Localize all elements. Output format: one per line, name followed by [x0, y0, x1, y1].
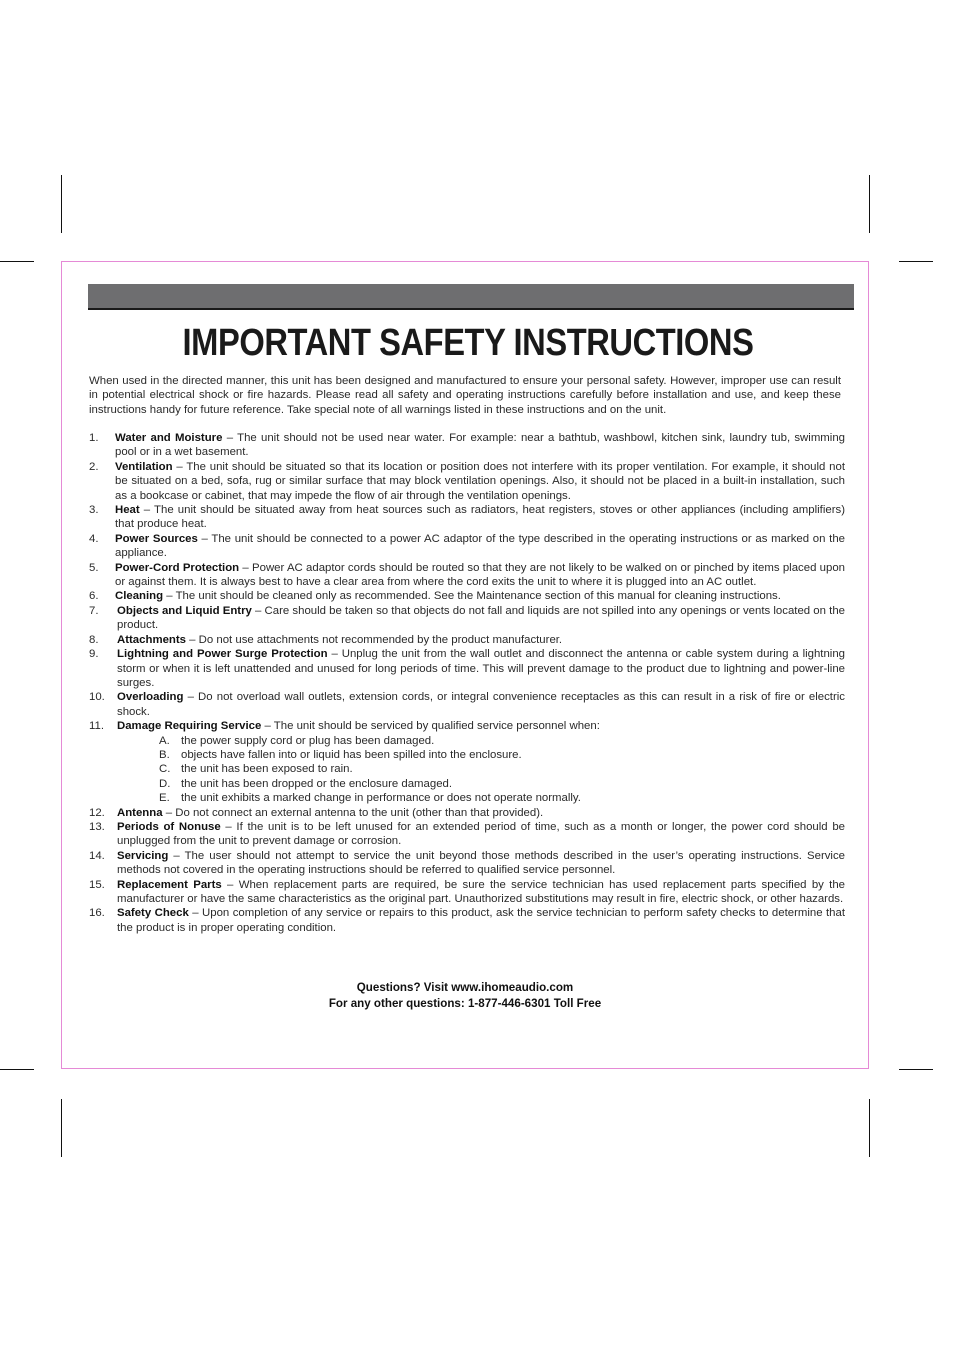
sub-item-text: the unit has been dropped or the enclosure damaged.: [181, 777, 453, 790]
item-number: 5.: [89, 561, 99, 574]
item-term: Damage Requiring Service: [117, 720, 262, 733]
crop-mark: [0, 261, 34, 262]
crop-mark: [0, 1069, 34, 1070]
item-term: Heat: [115, 504, 140, 517]
crop-mark: [61, 1099, 62, 1157]
sub-list-item: [159, 777, 845, 791]
item-term: Antenna: [117, 806, 163, 819]
sub-item-text: the unit has been exposed to rain.: [181, 763, 353, 776]
item-text: – The unit should be connected to a power AC adaptor of the type described in the operating instructions or as marked on the appliance.: [115, 532, 845, 560]
phone-line: For any other questions: 1-877-446-6301 Toll Free: [328, 996, 602, 1010]
item-number: 11.: [89, 720, 104, 733]
item-term: Replacement Parts: [117, 878, 222, 891]
item-text: – Upon completion of any service or repairs to this product, ask the service technician to perform safety checks to determine that the product is in proper operating condition.: [117, 907, 846, 934]
crop-mark: [869, 1099, 870, 1157]
list-item: [89, 633, 845, 647]
item-term: Power Sources: [115, 532, 198, 545]
item-number: 4.: [89, 532, 99, 545]
list-item: [89, 647, 845, 690]
sub-list-item: [159, 762, 845, 776]
list-item: [89, 849, 845, 878]
list-item: [89, 906, 845, 935]
item-text: – Do not use attachments not recommended by the product manufacturer.: [186, 633, 563, 646]
item-number: 13.: [89, 820, 105, 833]
item-text: – If the unit is to be left unused for an extended period of time, such as a month or longer, the power cord should be unplugged from the unit to prevent damage or corrosion.: [117, 820, 845, 848]
list-item: [89, 719, 845, 805]
list-item: [89, 561, 845, 590]
item-term: Overloading: [117, 691, 184, 704]
page-title: IMPORTANT SAFETY INSTRUCTIONS: [182, 322, 754, 364]
item-text: – Unplug the unit from the wall outlet and disconnect the antenna or cable system during a lightning storm or when it is left unattended and unused for long periods of time. This will prevent damage to the product due to lightning and power-line surges.: [117, 648, 846, 689]
item-number: 9.: [89, 648, 99, 661]
list-item: [89, 589, 845, 603]
item-text: – When replacement parts are required, be sure the service technician has used replacement parts specified by the manufacturer or have the same characteristics as the original part. Unauthorized substitutions may result in fire, electric shock, or other hazards.: [117, 878, 846, 905]
crop-mark: [899, 261, 933, 262]
list-item: [89, 503, 845, 532]
item-term: Objects and Liquid Entry: [117, 604, 252, 617]
item-number: 8.: [89, 633, 99, 646]
list-item: [89, 806, 845, 820]
item-number: 7.: [89, 604, 99, 617]
intro-paragraph: When used in the directed manner, this unit has been designed and manufactured to ensure your personal safety. However, improper use can result in potential electrical shock or fire hazards. Please read all safety and operating instructions carefully before installation and use, and keep these instructions handy for future reference. Take special note of all warnings listed in these instructions and on the unit.: [89, 375, 841, 416]
sub-item-text: the unit exhibits a marked change in performance or does not operate normally.: [181, 792, 581, 805]
list-item: [89, 878, 845, 907]
list-item: [89, 820, 845, 849]
item-text: – Do not overload wall outlets, extension cords, or integral convenience receptacles as this can result in a risk of fire or electric shock.: [117, 691, 845, 718]
crop-mark: [61, 175, 62, 233]
website-line: Questions? Visit www.ihomeaudio.com: [356, 981, 574, 994]
item-number: 2.: [89, 460, 99, 473]
item-number: 3.: [89, 504, 99, 517]
item-term: Power-Cord Protection: [115, 561, 240, 574]
item-text: – The unit should be serviced by qualified service personnel when:: [261, 720, 600, 733]
sub-item-letter: D.: [159, 777, 171, 790]
item-text: – The user should not attempt to service the unit beyond those methods described in the user’s operating instructions. Service methods not covered in the operating instructions should be referred to qualified service personnel.: [117, 849, 845, 877]
item-term: Servicing: [117, 849, 169, 862]
crop-mark: [869, 175, 870, 233]
sub-item-letter: E.: [159, 792, 170, 805]
item-number: 15.: [89, 878, 105, 891]
item-text: – The unit should be situated away from heat sources such as radiators, heat registers, stoves or other appliances (including amplifiers) that produce heat.: [115, 504, 845, 531]
item-term: Attachments: [117, 633, 186, 646]
item-number: 16.: [89, 907, 105, 920]
safety-instructions-list: [89, 431, 845, 935]
service-conditions-list: [117, 734, 845, 806]
list-item: [89, 532, 845, 561]
item-number: 1.: [89, 432, 99, 444]
list-item: [89, 604, 845, 633]
sub-item-text: objects have fallen into or liquid has been spilled into the enclosure.: [181, 748, 522, 761]
item-text: – Do not connect an external antenna to the unit (other than that provided).: [162, 806, 544, 819]
sub-item-letter: B.: [159, 748, 170, 761]
item-text: – Care should be taken so that objects do not fall and liquids are not spilled into any openings or vents located on the product.: [117, 604, 845, 632]
sub-list-item: [159, 791, 845, 805]
list-item: [89, 690, 845, 719]
item-text: – The unit should be situated so that its location or position does not interfere with its proper ventilation. For example, it should not be situated on a bed, sofa, rug or similar surface that may block ventilation openings. Also, it should not be placed in a built-in installation, such as a bookcase or cabinet, that may impede the flow of air through the ventilation openings.: [115, 460, 845, 502]
contact-footer: [89, 980, 841, 1011]
sub-item-letter: A.: [159, 734, 170, 747]
sub-list-item: [159, 748, 845, 762]
item-text: – Power AC adaptor cords should be routed so that they are not likely to be walked on or pinched by items placed upon or against them. It is always best to have a clear area from where the cord exits the unit to where it is plugged into an AC outlet.: [115, 561, 846, 589]
item-term: Water and Moisture: [115, 432, 223, 444]
item-number: 6.: [89, 590, 99, 603]
sub-list-item: [159, 734, 845, 748]
item-number: 12.: [89, 806, 105, 819]
item-text: – The unit should not be used near water. For example: near a bathtub, washbowl, kitchen sink, laundry tub, swimming pool or in a wet basement.: [115, 432, 845, 459]
item-term: Safety Check: [117, 907, 189, 920]
item-term: Lightning and Power Surge Protection: [117, 648, 328, 661]
item-number: 10.: [89, 691, 105, 704]
item-term: Ventilation: [115, 460, 173, 473]
sub-item-text: the power supply cord or plug has been damaged.: [181, 734, 435, 747]
crop-mark: [899, 1069, 933, 1070]
item-term: Cleaning: [115, 590, 164, 603]
item-term: Periods of Nonuse: [117, 820, 221, 833]
item-number: 14.: [89, 849, 105, 862]
sub-item-letter: C.: [159, 763, 171, 776]
list-item: [89, 460, 845, 503]
list-item: [89, 431, 845, 460]
item-text: – The unit should be cleaned only as recommended. See the Maintenance section of this manual for cleaning instructions.: [163, 590, 781, 603]
header-bar: [88, 284, 854, 310]
